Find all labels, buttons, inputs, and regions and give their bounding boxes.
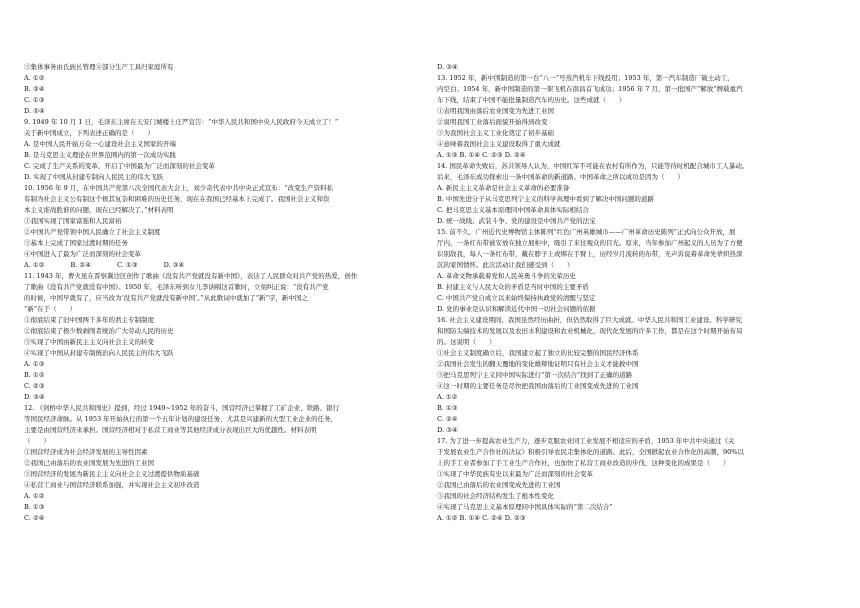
answer-option: C. 中国共产党自成立以来始终保持执政党的清醒与坚定 [437,294,596,302]
answer-options-row: A. ①② B. ①④ C. ②④ D. ②③ [437,514,526,522]
statement-item: ③实现了中国由新民主主义向社会主义的转变 [24,338,154,346]
statement-item: ③国营经济的发展为新民主主义向社会主义过渡提供物质基础 [24,470,200,478]
question-16-prompt: 的。这说明（ ） [437,338,496,346]
statement-item: ③我国的社会经济结构发生了根本性变化 [437,492,554,500]
question-14-stem: 后来，毛泽东成功探索出一条中国革命的新道路。中国革命之所以成功是因为（ ） [437,173,684,181]
statement-item: ④这一时期的主要任务是尽快把我国由落后的工业国变成先进的工业国 [437,382,639,390]
question-17-stem: 上的手工业者参加了手工业生产合作社，也加快了私营工商业改造的步伐，这种变化的成果是（ ） [437,459,730,467]
statement-item: ③为我国社会主义工业化奠定了初步基础 [437,129,554,137]
answer-option: C. ②④ [437,415,458,423]
question-17-stem: 17. 为了进一步提高农业生产力，逐步克服农业同工业发展不相适应的矛盾，1953 年中共中央通过《关 [437,437,735,445]
statement-item: ④意味着我国社会主义建设取得了重大成就 [437,140,561,148]
answer-option: D. 统一战线、武装斗争、党的建设是中国共产党的法宝 [437,217,596,225]
statement-item: ②中国共产党带领中国人民确立了社会主义制度 [24,228,161,236]
question-16-stem: 和国防尖端技术的发展以及农田水利建设和农业机械化、现代化发展的许多工作，都是在这个时期开始布局 [437,327,743,335]
statement-item: ②我国已由落后的农业国发展为先进的工业国 [24,459,154,467]
answer-option: C. 把马克思主义基本原理同中国革命具体实际相结合 [437,206,589,214]
answer-options-row: A. ①③ B. ①④ C. ②③ D. ②④ [437,151,526,159]
answer-option: B. ③④ [24,85,45,93]
statement-item: ④实现了马克思主义基本原理同中国具体实际的“第二次结合” [437,503,613,511]
answer-option: B. ①② [24,371,45,379]
answer-option: D. ③④ [437,63,458,71]
text-line: ③集体事务由氏族长管理④部分生产工具归家庭所有 [24,63,174,71]
answer-option: D. ②④ [24,107,45,115]
question-11-stem: 11. 1943 年，曹火星在晋察冀边区创作了歌曲《没有共产党就没有新中国》，表达了人民群众对共产党的热爱，创作 [24,272,358,280]
answer-option: A. ①② [437,393,458,401]
answer-option: D. ③④ [437,426,458,434]
question-11-prompt: “新”在于（ ） [24,305,77,313]
answer-option: D. ③④ [24,393,45,401]
statement-item: ③基本上完成了国家过渡时期的任务 [24,239,128,247]
answer-option: A. ①② [24,74,45,82]
question-15-stem: 15. 前不久，广州近代史博物馆主体陈列“红色广州英雄城市——广州革命历史陈列”正式向公众开放，展 [437,228,736,236]
question-13-stem: 车下线，结束了中国不能批量制造汽车的历史。这些成就（ ） [437,96,626,104]
answer-option: D. 党的事业是认识和解读近代中国一切社会问题的依据 [437,305,596,313]
answer-option: A. 是中国人民开始万众一心建设社会主义国家的开端 [24,140,176,148]
question-9-stem: 9. 1949 年 10 月 1 日，毛泽东主席在天安门城楼上庄严宣告：“中华人民共和国中央人民政府今天成立了！” [24,118,339,126]
question-17-stem: 于发展农业生产合作社的决议》积极引导农民走集体化的道路。此后，全国掀起农业合作化的高潮，90%以 [437,448,744,456]
question-13-stem: 内空白；1954 年，新中国制造的第一架飞机在南昌首飞成功；1956 年 7 月，第一批国产“解放”牌载重汽 [437,85,743,93]
answer-option: A. 新民主主义革命是社会主义革命的必要准备 [437,184,570,192]
question-10-stem: 10. 1956 年 9 月，在中国共产党第八次全国代表大会上，刘少奇代表中共中央正式宣布：“改变生产资料私 [24,184,334,192]
statement-item: ①实现了中华民族有史以来最为广泛而深刻的社会变革 [437,470,593,478]
question-15-stem: 沉的家国情怀。此次活动让我们感受到（ ） [437,261,574,269]
statement-item: ②我国已由落后的农业国变成先进的工业国 [437,481,561,489]
answer-option: B. ①③ [437,404,458,412]
answer-option: A. 革命文物承载着党和人民英勇斗争的光荣历史 [437,272,576,280]
question-12-stem: 主要是由国营经济来承担。国营经济相对于私营工商业等其他经济成分表现出巨大的优越性。材料表明 [24,426,317,434]
answer-options-row: A. ①② B. ②④ C. ①③ D. ③④ [24,261,185,269]
question-10-stem: 本主义谁战胜谁的问题，现在已经解决了。”材料表明 [24,206,174,214]
statement-item: ④实现了中国从封建专制统治向人民民主的伟大飞跃 [24,349,174,357]
statement-item: ②彻底结束了极少数剥削者统治广大劳动人民的历史 [24,327,174,335]
question-13-stem: 13. 1952 年，新中国制造的第一台“八一”号蒸汽机车下线投用；1953 年，第一汽车制造厂破土动工， [437,74,734,82]
question-9-prompt: 关于新中国成立，下列表述正确的是（ ） [24,129,154,137]
question-11-stem: 了歌曲《没有共产党就没有中国》。1950 年，毛泽东听到女儿李讷唱这首歌时，立刻纠正说：“没有共产党 [24,283,329,291]
question-10-stem: 有制为社会主义公有制这个极其复杂和困难的历史任务，现在在我国已经基本上完成了。我国社会主义和资 [24,195,330,203]
answer-option: C. ①③ [24,96,45,104]
question-12-stem: 12. 《剑桥中华人民共和国史》提到，经过 1949~1952 年的奋斗，国营经济已掌握了工矿企业、铁路、银行 [24,404,340,412]
statement-item: ②说明我国工业落后面貌开始得到改变 [437,118,548,126]
answer-option: A. ①③ [24,360,45,368]
question-12-stem: 等国民经济命脉。从 1953 年开始执行的第一个五年计划的建设任务，尤其是兴建新的大型工业企业的任务， [24,415,338,423]
question-14-stem: 14. 国民革命失败后，苏共领导人认为，中国红军不可能在农村有所作为，只能等待时机配合城市工人暴动。 [437,162,749,170]
statement-item: ①表明我国由落后农业国变为先进工业国 [437,107,554,115]
question-15-stem: 识别敌我，每人一条红布带，戴在脖子上或绑在手臂上，历经岁月流转的布带，无声诉说着革命先辈炽热深 [437,250,743,258]
question-15-stem: 厅内，一条红布带被安放在独立展柜中，吸引了来往观众的目光。原来，当年参加广州起义的人员为了方便 [437,239,743,247]
answer-option: B. 封建主义与人民大众的矛盾是当时中国的主要矛盾 [437,283,589,291]
answer-option: A. ①② [24,492,45,500]
question-16-stem: 16. 社会主义建设期间，我国虽然经历曲折，但仍然取得了巨大成就。中华人民共和国工业建设、科学研究 [437,316,742,324]
statement-item: ④私营工商业与国营经济联系加强，并实现社会主义初步改造 [24,481,200,489]
statement-item: ②我国社会发生的翻天覆地的变化雄辩地证明只有社会主义才能救中国 [437,360,639,368]
statement-item: ①我国实现了国家富强和人民富裕 [24,217,122,225]
statement-item: ③把马克思列宁主义同中国实际进行“第一次结合”找到了正确的道路 [437,371,633,379]
answer-option: B. 中国先进分子从马克思列宁主义的科学真理中看到了解决中国问题的道路 [437,195,654,203]
left-column [24,62,417,524]
answer-option: B. 是马克思主义理论在世界范围内的第一次成功实践 [24,151,176,159]
answer-option: D. 实现了中国从封建专制向人民民主的伟大飞跃 [24,173,164,181]
question-11-stem: 的时候，中国早就有了，应当改为‘没有共产党就没有新中国’。”从此歌词中就加了“新”字，新中国之 [24,294,308,302]
statement-item: ①国营经济成为社会经济发展的主导性因素 [24,448,148,456]
question-12-prompt: （ ） [24,437,50,445]
right-column [437,62,830,524]
answer-option: C. 完成了生产关系的变革，开启了中国最为广泛而深刻的社会变革 [24,162,215,170]
statement-item: ①彻底结束了旧中国两千多年的君主专制制度 [24,316,154,324]
statement-item: ④中国进入了最为广泛而深刻的社会变革 [24,250,141,258]
answer-option: B. ①③ [24,503,45,511]
answer-option: C. ②④ [24,514,45,522]
answer-option: C. ②③ [24,382,45,390]
statement-item: ①社会主义制度确立后，我国建立起了独立的比较完整的国民经济体系 [437,349,639,357]
